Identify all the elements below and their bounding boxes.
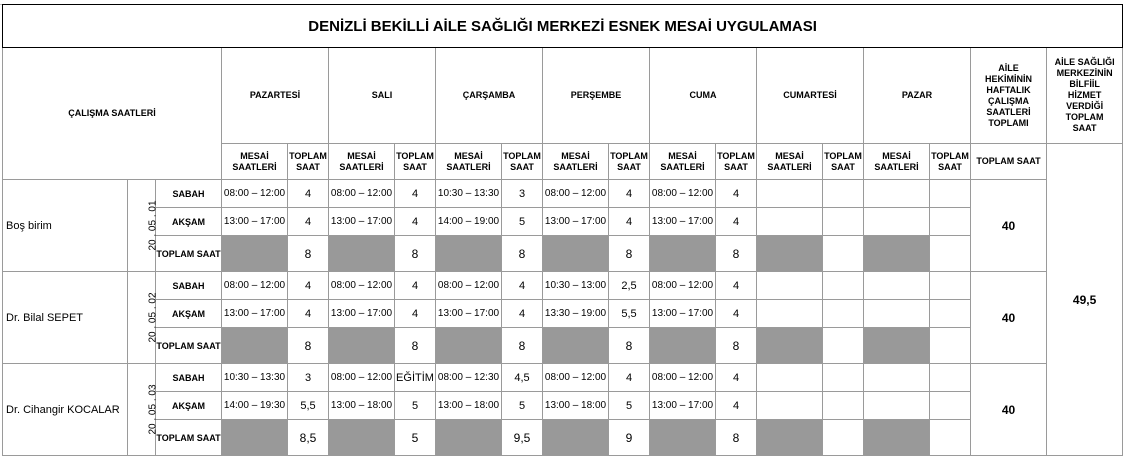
shift-label-toplam: TOPLAM SAAT: [156, 420, 222, 456]
day-total: 8: [609, 236, 650, 272]
aksam-total: 5,5: [288, 392, 329, 420]
aksam-total: 4: [395, 300, 436, 328]
day-total: 8: [395, 236, 436, 272]
empty-cell: [823, 236, 864, 272]
day-total: 8,5: [288, 420, 329, 456]
day-total: 8: [716, 420, 757, 456]
gray-cell: [543, 420, 609, 456]
aksam-time: 13:00 – 18:00: [436, 392, 502, 420]
gray-cell: [222, 420, 288, 456]
empty-cell: [864, 392, 930, 420]
empty-cell: [823, 272, 864, 300]
gray-cell: [436, 328, 502, 364]
sabah-time: 08:00 – 12:30: [436, 364, 502, 392]
gray-cell: [757, 420, 823, 456]
mesai-saatleri-header: MESAİ SAATLERİ: [757, 144, 823, 180]
toplam-saat-header: TOPLAM SAAT: [716, 144, 757, 180]
empty-cell: [930, 364, 971, 392]
empty-cell: [757, 272, 823, 300]
mesai-saatleri-header: MESAİ SAATLERİ: [543, 144, 609, 180]
weekly-toplam-saat-header: TOPLAM SAAT: [971, 144, 1047, 180]
schedule-table: [2, 4, 1123, 456]
sabah-total: 4: [395, 272, 436, 300]
toplam-saat-header: TOPLAM SAAT: [823, 144, 864, 180]
empty-cell: [864, 180, 930, 208]
weekly-total-header: AİLE HEKİMİNİN HAFTALIK ÇALIŞMA SAATLERİ TOPLAMI: [971, 48, 1047, 144]
empty-cell: [930, 328, 971, 364]
day-total: 5: [395, 420, 436, 456]
day-header: ÇARŞAMBA: [436, 48, 543, 144]
empty-cell: [823, 364, 864, 392]
empty-cell: [823, 180, 864, 208]
gray-cell: [864, 420, 930, 456]
empty-cell: [823, 420, 864, 456]
aksam-time: 13:00 – 17:00: [543, 208, 609, 236]
shift-label-toplam: TOPLAM SAAT: [156, 236, 222, 272]
mesai-saatleri-header: MESAİ SAATLERİ: [864, 144, 930, 180]
page-title: DENİZLİ BEKİLLİ AİLE SAĞLIĞI MERKEZİ ESNEK MESAİ UYGULAMASI: [3, 5, 1123, 48]
aksam-time: 13:00 – 17:00: [329, 300, 395, 328]
gray-cell: [864, 236, 930, 272]
sabah-time: 08:00 – 12:00: [329, 272, 395, 300]
empty-cell: [757, 300, 823, 328]
aksam-total: 5,5: [609, 300, 650, 328]
sabah-total: 4: [288, 272, 329, 300]
weekly-total: 40: [971, 272, 1047, 364]
empty-cell: [757, 180, 823, 208]
day-header: CUMA: [650, 48, 757, 144]
empty-cell: [930, 300, 971, 328]
mesai-saatleri-header: MESAİ SAATLERİ: [650, 144, 716, 180]
day-header: PAZARTESİ: [222, 48, 329, 144]
day-total: 8: [502, 236, 543, 272]
gray-cell: [436, 420, 502, 456]
empty-cell: [757, 208, 823, 236]
aksam-time: 13:00 – 17:00: [329, 208, 395, 236]
shift-label-sabah: SABAH: [156, 272, 222, 300]
unit-name: Dr. Bilal SEPET: [3, 272, 128, 364]
shift-label-aksam: AKŞAM: [156, 208, 222, 236]
shift-label-toplam: TOPLAM SAAT: [156, 328, 222, 364]
gray-cell: [650, 420, 716, 456]
day-header: CUMARTESİ: [757, 48, 864, 144]
sabah-time: 08:00 – 12:00: [436, 272, 502, 300]
sabah-time: 08:00 – 12:00: [222, 180, 288, 208]
day-header: PAZAR: [864, 48, 971, 144]
unit-code: [128, 272, 159, 364]
empty-cell: [823, 208, 864, 236]
sabah-total: 2,5: [609, 272, 650, 300]
gray-cell: [329, 236, 395, 272]
aksam-total: 4: [395, 208, 436, 236]
day-total: 9: [609, 420, 650, 456]
gray-cell: [650, 328, 716, 364]
sabah-total: 4: [609, 180, 650, 208]
sabah-time: 08:00 – 12:00: [329, 364, 395, 392]
aksam-total: 4: [502, 300, 543, 328]
calisma-saatleri-header: ÇALIŞMA SAATLERİ: [3, 48, 222, 180]
empty-cell: [864, 300, 930, 328]
gray-cell: [650, 236, 716, 272]
gray-cell: [222, 328, 288, 364]
sabah-time: 08:00 – 12:00: [543, 364, 609, 392]
aksam-time: 14:00 – 19:30: [222, 392, 288, 420]
unit-code-text: 20 . 05 . 01: [147, 200, 159, 251]
toplam-saat-header: TOPLAM SAAT: [930, 144, 971, 180]
aksam-total: 4: [288, 208, 329, 236]
gray-cell: [543, 328, 609, 364]
empty-cell: [930, 392, 971, 420]
aksam-time: 13:00 – 17:00: [650, 392, 716, 420]
day-header: PERŞEMBE: [543, 48, 650, 144]
day-total: 8: [395, 328, 436, 364]
weekly-total: 40: [971, 180, 1047, 272]
gray-cell: [436, 236, 502, 272]
asm-total-header: AİLE SAĞLIĞI MERKEZİNİN BİLFİİL HİZMET VERDİĞİ TOPLAM SAAT: [1047, 48, 1123, 144]
aksam-total: 5: [502, 392, 543, 420]
empty-cell: [930, 208, 971, 236]
day-total: 9,5: [502, 420, 543, 456]
day-total: 8: [716, 236, 757, 272]
sabah-total: 3: [288, 364, 329, 392]
unit-name: Boş birim: [3, 180, 128, 272]
gray-cell: [757, 328, 823, 364]
sabah-time: 08:00 – 12:00: [222, 272, 288, 300]
aksam-total: 4: [288, 300, 329, 328]
sabah-time: 08:00 – 12:00: [650, 364, 716, 392]
gray-cell: [329, 420, 395, 456]
sabah-total: 4: [716, 180, 757, 208]
toplam-saat-header: TOPLAM SAAT: [288, 144, 329, 180]
empty-cell: [864, 208, 930, 236]
empty-cell: [930, 272, 971, 300]
empty-cell: [823, 392, 864, 420]
empty-cell: [757, 364, 823, 392]
day-header: SALI: [329, 48, 436, 144]
unit-name: Dr. Cihangir KOCALAR: [3, 364, 128, 456]
empty-cell: [864, 364, 930, 392]
gray-cell: [543, 236, 609, 272]
aksam-time: 13:00 – 17:00: [222, 208, 288, 236]
sabah-total: 4: [609, 364, 650, 392]
gray-cell: [757, 236, 823, 272]
sabah-time: 08:00 – 12:00: [543, 180, 609, 208]
empty-cell: [930, 420, 971, 456]
aksam-total: 4: [716, 208, 757, 236]
shift-label-aksam: AKŞAM: [156, 392, 222, 420]
unit-code: [128, 364, 159, 456]
day-total: 8: [716, 328, 757, 364]
aksam-total: 5: [609, 392, 650, 420]
gray-cell: [329, 328, 395, 364]
unit-code-text: 20 . 05 . 02: [147, 292, 159, 343]
toplam-saat-header: TOPLAM SAAT: [609, 144, 650, 180]
shift-label-sabah: SABAH: [156, 364, 222, 392]
aksam-time: 13:00 – 17:00: [436, 300, 502, 328]
aksam-time: 13:30 – 19:00: [543, 300, 609, 328]
aksam-time: 14:00 – 19:00: [436, 208, 502, 236]
sabah-total: 4,5: [502, 364, 543, 392]
empty-cell: [757, 392, 823, 420]
aksam-time: 13:00 – 17:00: [222, 300, 288, 328]
sabah-total: 4: [716, 364, 757, 392]
mesai-saatleri-header: MESAİ SAATLERİ: [329, 144, 395, 180]
aksam-time: 13:00 – 17:00: [650, 208, 716, 236]
day-total: 8: [502, 328, 543, 364]
day-total: 8: [288, 236, 329, 272]
sabah-time: 08:00 – 12:00: [329, 180, 395, 208]
day-total: 8: [288, 328, 329, 364]
empty-cell: [930, 180, 971, 208]
gray-cell: [864, 328, 930, 364]
aksam-time: 13:00 – 18:00: [329, 392, 395, 420]
sabah-time: 10:30 – 13:30: [436, 180, 502, 208]
aksam-total: 4: [609, 208, 650, 236]
sabah-time: 08:00 – 12:00: [650, 272, 716, 300]
toplam-saat-header: TOPLAM SAAT: [502, 144, 543, 180]
sabah-time: 10:30 – 13:30: [222, 364, 288, 392]
unit-code: [128, 180, 159, 272]
shift-label-aksam: AKŞAM: [156, 300, 222, 328]
aksam-time: 13:00 – 17:00: [650, 300, 716, 328]
sabah-time: 08:00 – 12:00: [650, 180, 716, 208]
sabah-total: 4: [395, 180, 436, 208]
day-total: 8: [609, 328, 650, 364]
aksam-total: 4: [716, 392, 757, 420]
shift-label-sabah: SABAH: [156, 180, 222, 208]
weekly-total: 40: [971, 364, 1047, 456]
aksam-total: 5: [502, 208, 543, 236]
mesai-saatleri-header: MESAİ SAATLERİ: [222, 144, 288, 180]
empty-cell: [823, 328, 864, 364]
mesai-saatleri-header: MESAİ SAATLERİ: [436, 144, 502, 180]
asm-total-value: 49,5: [1047, 144, 1123, 456]
sabah-time: 10:30 – 13:00: [543, 272, 609, 300]
gray-cell: [222, 236, 288, 272]
empty-cell: [864, 272, 930, 300]
aksam-total: 4: [716, 300, 757, 328]
sabah-total: 3: [502, 180, 543, 208]
aksam-total: 5: [395, 392, 436, 420]
empty-cell: [930, 236, 971, 272]
sabah-total: EĞİTİM: [395, 364, 436, 392]
sabah-total: 4: [288, 180, 329, 208]
unit-code-text: 20 . 05 . 03: [147, 384, 159, 435]
sabah-total: 4: [502, 272, 543, 300]
aksam-time: 13:00 – 18:00: [543, 392, 609, 420]
toplam-saat-header: TOPLAM SAAT: [395, 144, 436, 180]
sabah-total: 4: [716, 272, 757, 300]
empty-cell: [823, 300, 864, 328]
